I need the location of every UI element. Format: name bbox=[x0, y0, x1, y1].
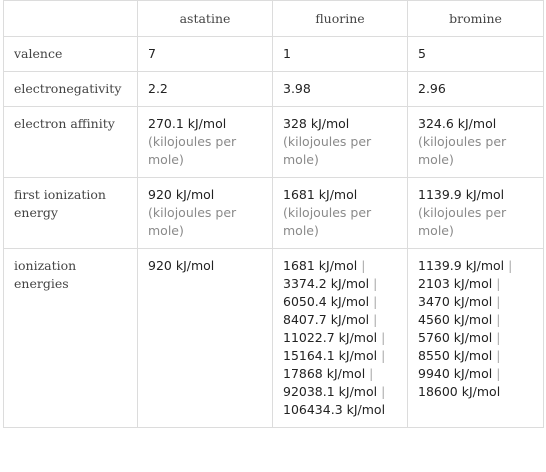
table-row-ionization-energies bbox=[4, 249, 544, 428]
ionization-energy-value: 15164.1 kJ/mol bbox=[283, 348, 378, 363]
ionization-energy-value: 106434.3 kJ/mol bbox=[283, 402, 386, 417]
row-label-electronegativity: electronegativity bbox=[4, 72, 138, 107]
cell-value: 2.96 bbox=[418, 81, 446, 96]
cell-ionization-energies-astatine bbox=[138, 249, 273, 428]
row-label-electron-affinity: electron affinity bbox=[4, 107, 138, 178]
cell-ionization-energies-bromine bbox=[408, 249, 544, 428]
cell-valence-bromine bbox=[408, 37, 544, 72]
cell-value: 1139.9 kJ/mol bbox=[418, 187, 505, 202]
unit-note: (kilojoules per mole) bbox=[418, 205, 507, 238]
cell-electronegativity-bromine bbox=[408, 72, 544, 107]
cell-ionization-energies-fluorine bbox=[273, 249, 408, 428]
cell-first-ionization-astatine bbox=[138, 178, 273, 249]
cell-first-ionization-fluorine bbox=[273, 178, 408, 249]
cell-electronegativity-fluorine bbox=[273, 72, 408, 107]
header-corner bbox=[4, 1, 138, 37]
value-separator: | bbox=[369, 276, 378, 291]
value-separator: | bbox=[492, 348, 501, 363]
cell-value: 2.2 bbox=[148, 81, 168, 96]
ionization-energy-value: 9940 kJ/mol bbox=[418, 366, 493, 381]
unit-note: (kilojoules per mole) bbox=[283, 205, 372, 238]
ionization-energy-value: 6050.4 kJ/mol bbox=[283, 294, 370, 309]
header-row bbox=[4, 1, 544, 37]
table-row-first-ionization-energy bbox=[4, 178, 544, 249]
cell-electron-affinity-bromine bbox=[408, 107, 544, 178]
value-separator: | bbox=[377, 384, 386, 399]
cell-valence-astatine bbox=[138, 37, 273, 72]
table-row-electronegativity bbox=[4, 72, 544, 107]
cell-value: 920 kJ/mol bbox=[148, 187, 215, 202]
cell-value: 1 bbox=[283, 46, 291, 61]
cell-value: 324.6 kJ/mol bbox=[418, 116, 497, 131]
ionization-energy-value: 920 kJ/mol bbox=[148, 258, 215, 273]
cell-electron-affinity-astatine bbox=[138, 107, 273, 178]
value-separator: | bbox=[492, 312, 501, 327]
value-separator: | bbox=[492, 294, 501, 309]
unit-note: (kilojoules per mole) bbox=[418, 134, 507, 167]
unit-note: (kilojoules per mole) bbox=[148, 205, 237, 238]
cell-value: 328 kJ/mol bbox=[283, 116, 350, 131]
ionization-energy-value: 8550 kJ/mol bbox=[418, 348, 493, 363]
column-header-astatine: astatine bbox=[138, 1, 273, 37]
ionization-energy-value: 4560 kJ/mol bbox=[418, 312, 493, 327]
value-separator: | bbox=[357, 258, 366, 273]
ionization-energy-value: 18600 kJ/mol bbox=[418, 384, 501, 399]
cell-valence-fluorine bbox=[273, 37, 408, 72]
value-separator: | bbox=[377, 348, 386, 363]
value-separator: | bbox=[492, 366, 501, 381]
cell-value: 5 bbox=[418, 46, 426, 61]
value-separator: | bbox=[377, 330, 386, 345]
value-separator: | bbox=[492, 330, 501, 345]
ionization-energy-value: 5760 kJ/mol bbox=[418, 330, 493, 345]
value-separator: | bbox=[492, 276, 501, 291]
ionization-energy-value: 3374.2 kJ/mol bbox=[283, 276, 370, 291]
ionization-energy-value: 3470 kJ/mol bbox=[418, 294, 493, 309]
row-label-first-ionization-energy: first ionization energy bbox=[4, 178, 138, 249]
ionization-energy-value: 17868 kJ/mol bbox=[283, 366, 366, 381]
column-header-fluorine: fluorine bbox=[273, 1, 408, 37]
ionization-energy-value: 8407.7 kJ/mol bbox=[283, 312, 370, 327]
table-row-valence bbox=[4, 37, 544, 72]
cell-value: 7 bbox=[148, 46, 156, 61]
ionization-energy-value: 2103 kJ/mol bbox=[418, 276, 493, 291]
ionization-energy-value: 92038.1 kJ/mol bbox=[283, 384, 378, 399]
cell-electronegativity-astatine bbox=[138, 72, 273, 107]
unit-note: (kilojoules per mole) bbox=[148, 134, 237, 167]
element-properties-table bbox=[3, 0, 544, 428]
value-separator: | bbox=[369, 312, 378, 327]
table-row-electron-affinity bbox=[4, 107, 544, 178]
ionization-energy-value: 11022.7 kJ/mol bbox=[283, 330, 378, 345]
cell-first-ionization-bromine bbox=[408, 178, 544, 249]
value-separator: | bbox=[369, 294, 378, 309]
row-label-valence: valence bbox=[4, 37, 138, 72]
row-label-ionization-energies: ionization energies bbox=[4, 249, 138, 428]
cell-value: 1681 kJ/mol bbox=[283, 187, 358, 202]
column-header-bromine: bromine bbox=[408, 1, 544, 37]
cell-value: 270.1 kJ/mol bbox=[148, 116, 227, 131]
value-separator: | bbox=[504, 258, 513, 273]
unit-note: (kilojoules per mole) bbox=[283, 134, 372, 167]
ionization-energy-value: 1139.9 kJ/mol bbox=[418, 258, 505, 273]
cell-electron-affinity-fluorine bbox=[273, 107, 408, 178]
value-separator: | bbox=[365, 366, 374, 381]
ionization-energy-value: 1681 kJ/mol bbox=[283, 258, 358, 273]
cell-value: 3.98 bbox=[283, 81, 311, 96]
